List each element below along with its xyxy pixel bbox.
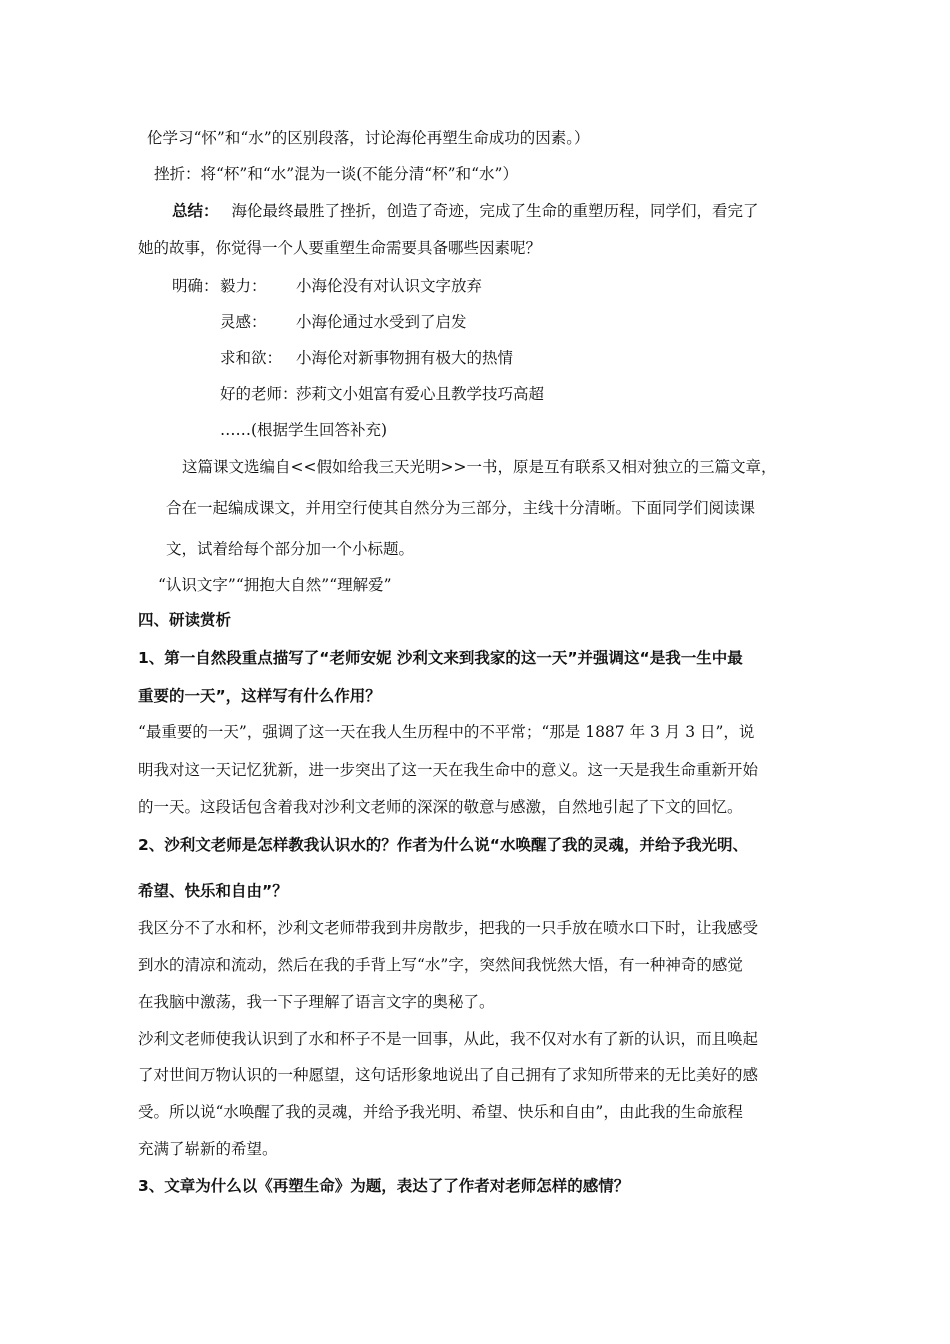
factor-label: 毅力：	[220, 277, 267, 295]
answer-line: 受。所以说“水唤醒了我的灵魂，并给予我光明、希望、快乐和自由”，由此我的生命旅程	[138, 1103, 743, 1121]
factor-text: 小海伦没有对认识文字放弃	[296, 277, 483, 295]
answer-line: 的一天。这段话包含着我对沙利文老师的深深的敬意与感激，自然地引起了下文的回忆。	[138, 798, 743, 816]
text-line: 文，试着给每个部分加一个小标题。	[166, 540, 415, 558]
question-2-cont: 希望、快乐和自由”？	[138, 882, 288, 900]
question-1-cont: 重要的一天”，这样写有什么作用？	[138, 687, 381, 705]
text-line: 合在一起编成课文，并用空行使其自然分为三部分，主线十分清晰。下面同学们阅读课	[166, 499, 756, 517]
question-3: 3、文章为什么以《再塑生命》为题，表达了了作者对老师怎样的感情？	[138, 1177, 630, 1195]
factor-row	[220, 384, 544, 404]
answer-line: 沙利文老师使我认识到了水和杯子不是一回事，从此，我不仅对水有了新的认识，而且唤起	[138, 1030, 759, 1048]
text-line: 挫折：将“杯”和“水”混为一谈(不能分清“杯”和“水”）	[154, 165, 518, 183]
section-heading: 四、研读赏析	[138, 611, 232, 629]
factor-text: 小海伦对新事物拥有极大的热情	[296, 349, 514, 367]
summary-text: 海伦最终最胜了挫折，创造了奇迹，完成了生命的重塑历程，同学们，看完了	[231, 202, 759, 220]
factor-row	[220, 312, 467, 332]
factor-label: 好的老师：	[220, 385, 298, 403]
answer-line: 我区分不了水和杯，沙利文老师带我到井房散步，把我的一只手放在喷水口下时，让我感受	[138, 919, 759, 937]
factor-row	[220, 348, 513, 368]
text-line: ……(根据学生回答补充)	[220, 421, 388, 439]
question-1: 1、第一自然段重点描写了“老师安妮 沙利文来到我家的这一天”并强调这“是我一生中最	[138, 649, 743, 667]
mingque-label: 明确：	[172, 277, 219, 295]
answer-line: 了对世间万物认识的一种愿望，这句话形象地说出了自己拥有了求知所带来的无比美好的感	[138, 1066, 759, 1084]
factor-text: 小海伦通过水受到了启发	[296, 313, 467, 331]
factor-text: 莎莉文小姐富有爱心且教学技巧高超	[296, 385, 545, 403]
text-line: 她的故事，你觉得一个人要重塑生命需要具备哪些因素呢？	[138, 239, 542, 257]
summary-line	[172, 201, 758, 221]
answer-line: 到水的清凉和流动，然后在我的手背上写“水”字，突然间我恍然大悟，有一种神奇的感觉	[138, 956, 743, 974]
question-2: 2、沙利文老师是怎样教我认识水的？作者为什么说“水唤醒了我的灵魂，并给予我光明、	[138, 836, 748, 854]
summary-label: 总结：	[172, 202, 219, 220]
answer-line: 充满了崭新的希望。	[138, 1140, 278, 1158]
factor-label: 灵感：	[220, 313, 267, 331]
factor-row	[220, 276, 482, 296]
factor-label: 求和欲：	[220, 349, 283, 367]
text-line: 这篇课文选编自<<假如给我三天光明>>一书，原是互有联系又相对独立的三篇文章，	[182, 458, 777, 476]
answer-line: 在我脑中激荡，我一下子理解了语言文字的奥秘了。	[138, 993, 495, 1011]
answer-line: “最重要的一天”，强调了这一天在我人生历程中的不平常；“那是 1887 年 3 月 3 日”，说	[138, 723, 755, 741]
subtitle-list: “认识文字”“拥抱大自然”“理解爱”	[158, 576, 392, 594]
text-line: 伦学习“怀”和“水”的区别段落，讨论海伦再塑生命成功的因素。）	[147, 129, 590, 147]
answer-line: 明我对这一天记忆犹新，进一步突出了这一天在我生命中的意义。这一天是我生命重新开始	[138, 761, 759, 779]
